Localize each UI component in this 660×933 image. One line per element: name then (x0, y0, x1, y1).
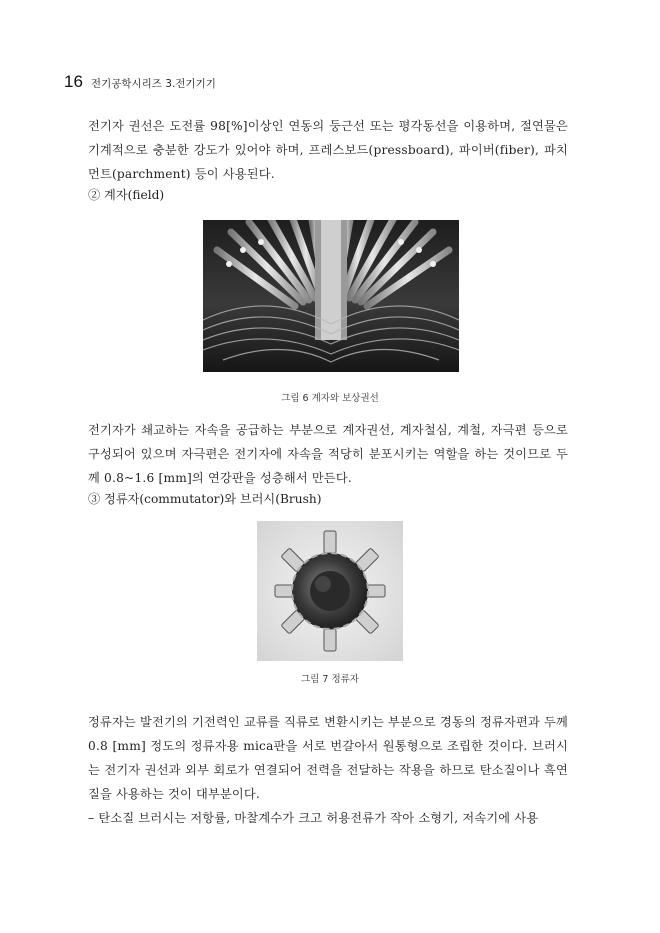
field-winding-photo (203, 220, 459, 372)
page-header (64, 72, 216, 92)
page-number: 16 (64, 72, 83, 91)
paragraph-field: 전기자가 쇄교하는 자속을 공급하는 부분으로 계자권선, 계자철심, 계철, 자극편 등으로 구성되어 있으며 자극편은 전기자에 자속을 적당히 분포시키는 역할을 하는 것이므로 두께 0.8~1.6 [mm]의 연강판을 성층해서 만든다. (88, 423, 568, 485)
paragraph-commutator: 정류자는 발전기의 기전력인 교류를 직류로 변환시키는 부분으로 경동의 정류자편과 두께 0.8 [mm] 정도의 정류자용 mica판을 서로 번갈아서 원통형으로 조립한 것이다. 브러시는 전기자 권선과 외부 회로가 연결되어 전력을 전달하는 작용을 하므로 탄소질이나 흑연질을 사용하는 것이 대부분이다. (88, 715, 568, 801)
heading-field: ② 계자(field) (88, 188, 165, 202)
paragraph-armature-winding: 전기자 권선은 도전률 98[%]이상인 연동의 둥근선 또는 평각동선을 이용하며, 절연물은 기계적으로 충분한 강도가 있어야 하며, 프레스보드(pressboard), 파이버(fiber), 파치먼트(parchment) 등이 사용된다. (88, 119, 568, 181)
commutator-photo (257, 521, 403, 661)
paragraph-carbon-brush: – 탄소질 브러시는 저항률, 마찰계수가 크고 허용전류가 작아 소형기, 저속기에 사용 (88, 811, 539, 825)
figure-7-caption: 그림 7 정류자 (301, 674, 359, 685)
figure-6-caption: 그림 6 계자와 보상권선 (281, 393, 379, 404)
series-title: 전기공학시리즈 3.전기기기 (90, 78, 216, 90)
heading-commutator: ③ 정류자(commutator)와 브러시(Brush) (88, 492, 322, 506)
